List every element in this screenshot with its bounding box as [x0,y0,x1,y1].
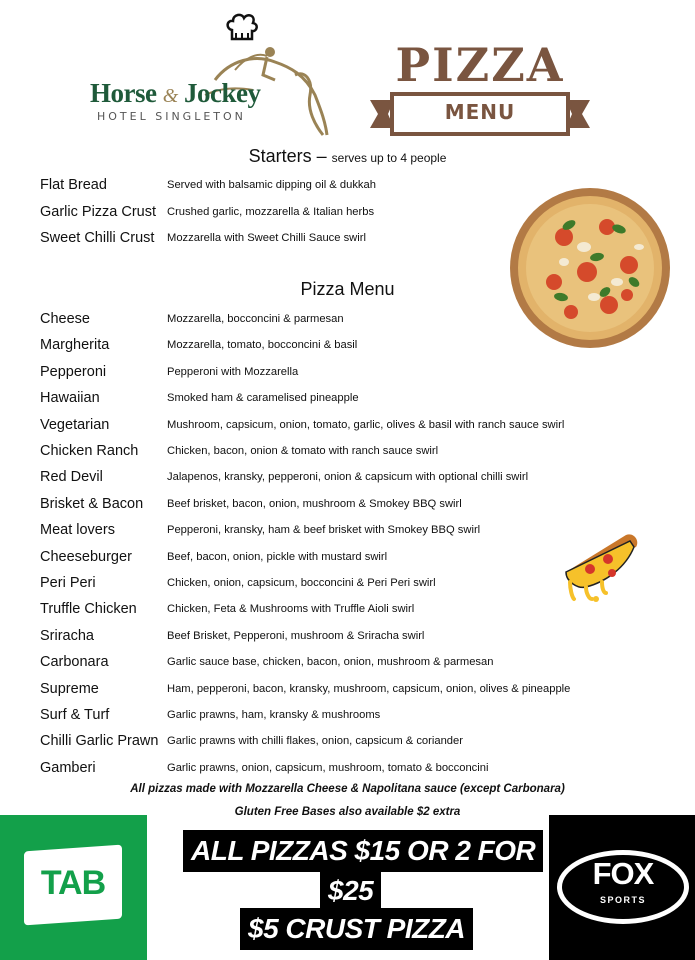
pizza-item-description: Smoked ham & caramelised pineapple [167,392,359,405]
pizza-item-description: Beef brisket, bacon, onion, mushroom & Smokey BBQ swirl [167,497,462,510]
pizza-item-name: Chicken Ranch [40,443,139,459]
pizza-item-name: Pepperoni [40,363,107,380]
pizza-menu-logo [370,38,590,143]
pizza-item-row [40,678,640,700]
pizza-word: PIZZA [395,38,565,92]
pizza-item-name: Cheeseburger [40,548,132,565]
pizza-item-row [40,730,640,752]
pizza-item-name: Supreme [40,680,99,697]
pizza-item-name: Margherita [40,337,110,354]
pizza-item-name: Vegetarian [40,416,110,433]
mozzarella-note: All pizzas made with Mozzarella Cheese & Napolitana sauce (except Carbonara) [130,783,565,795]
hotel-name: Horse & Jockey [90,78,261,108]
pizza-item-description: Beef Brisket, Pepperoni, mushroom & Sriracha swirl [167,629,425,642]
pizza-item-row [40,757,640,779]
pizza-item-row [40,625,640,647]
pizza-item-description: Mozzarella, bocconcini & parmesan [167,313,344,325]
pizza-item-description: Ham, pepperoni, bacon, kransky, mushroom, capsicum, onion, olives & pineapple [167,682,571,695]
pizza-item-description: Pepperoni, kransky, ham & beef brisket with Smokey BBQ swirl [167,524,481,537]
pizza-item-description: Pepperoni with Mozzarella [167,365,299,378]
pizza-item-description: Garlic prawns, ham, kransky & mushrooms [167,709,381,721]
pizza-item-description: Jalapenos, kransky, pepperoni, onion & capsicum with optional chilli swirl [167,471,529,484]
pizza-item-description: Chicken, onion, capsicum, bocconcini & Peri Peri swirl [167,577,436,589]
promo-line-3: $5 CRUST PIZZA [240,908,473,950]
starter-name: Sweet Chilli Crust [40,230,155,246]
pizza-item-name: Truffle Chicken [40,601,137,618]
pizza-item-description: Chicken, Feta & Mushrooms with Truffle Aioli swirl [167,603,415,616]
starter-description: Served with balsamic dipping oil & dukkah [167,179,376,191]
pizza-item-name: Meat lovers [40,522,115,539]
pizza-item-row [40,440,640,462]
pizza-item-row [40,414,640,436]
pizza-photo [509,187,671,349]
sports-logo-text: SPORTS [599,895,646,905]
pizza-item-description: Garlic prawns with chilli flakes, onion, capsicum & coriander [167,735,463,748]
pizza-slice-icon [556,527,646,605]
pizza-item-description: Mushroom, capsicum, onion, tomato, garlic, olives & basil with ranch sauce swirl [167,418,565,431]
pizza-item-row [40,519,640,541]
pizza-item-name: Cheese [40,311,90,327]
gluten-free-note: Gluten Free Bases also available $2 extra [234,806,461,818]
pizza-item-row [40,387,640,409]
starter-name: Flat Bread [40,177,107,193]
pizza-item-description: Mozzarella, tomato, bocconcini & basil [167,339,358,352]
pizza-item-row [40,493,640,515]
pizza-item-row [40,546,640,568]
pizza-item-row [40,704,640,726]
starter-description: Mozzarella with Sweet Chilli Sauce swirl [167,232,366,244]
hotel-logo [80,12,340,142]
pizza-item-description: Garlic sauce base, chicken, bacon, onion, mushroom & parmesan [167,656,494,669]
pizza-item-row [40,598,640,620]
starter-description: Crushed garlic, mozzarella & Italian herbs [167,205,375,218]
promo-line-2: $25 [320,870,381,912]
pizza-item-name: Gamberi [40,759,96,776]
menu-word: MENU [444,100,516,124]
pizza-item-name: Surf & Turf [40,707,110,723]
pizza-item-row [40,466,640,488]
pizza-item-row [40,572,640,594]
tab-logo-text: TAB [40,864,106,902]
chef-hat-icon [225,12,259,42]
fox-logo-text: FOX [592,856,654,891]
pizza-item-description: Chicken, bacon, onion & tomato with ranch sauce swirl [167,445,439,457]
pizza-item-name: Carbonara [40,654,109,671]
pizza-item-name: Peri Peri [40,575,96,591]
starter-name: Garlic Pizza Crust [40,203,157,220]
pizza-item-name: Sriracha [40,627,94,644]
pizza-item-name: Hawaiian [40,390,100,407]
pizza-item-name: Red Devil [40,469,103,486]
pizza-menu-heading: Pizza Menu [300,279,395,299]
pizza-item-name: Brisket & Bacon [40,495,144,512]
pizza-item-description: Garlic prawns, onion, capsicum, mushroom, tomato & bocconcini [167,761,489,774]
pizza-item-name: Chilli Garlic Prawn [40,733,159,750]
pizza-item-description: Beef, bacon, onion, pickle with mustard swirl [167,550,388,563]
pizza-item-row [40,651,640,673]
pizza-item-row [40,361,640,383]
promo-line-1: ALL PIZZAS $15 OR 2 FOR [183,830,543,872]
starters-heading: Starters – serves up to 4 people [248,146,447,166]
hotel-subtitle: HOTEL SINGLETON [97,110,246,123]
